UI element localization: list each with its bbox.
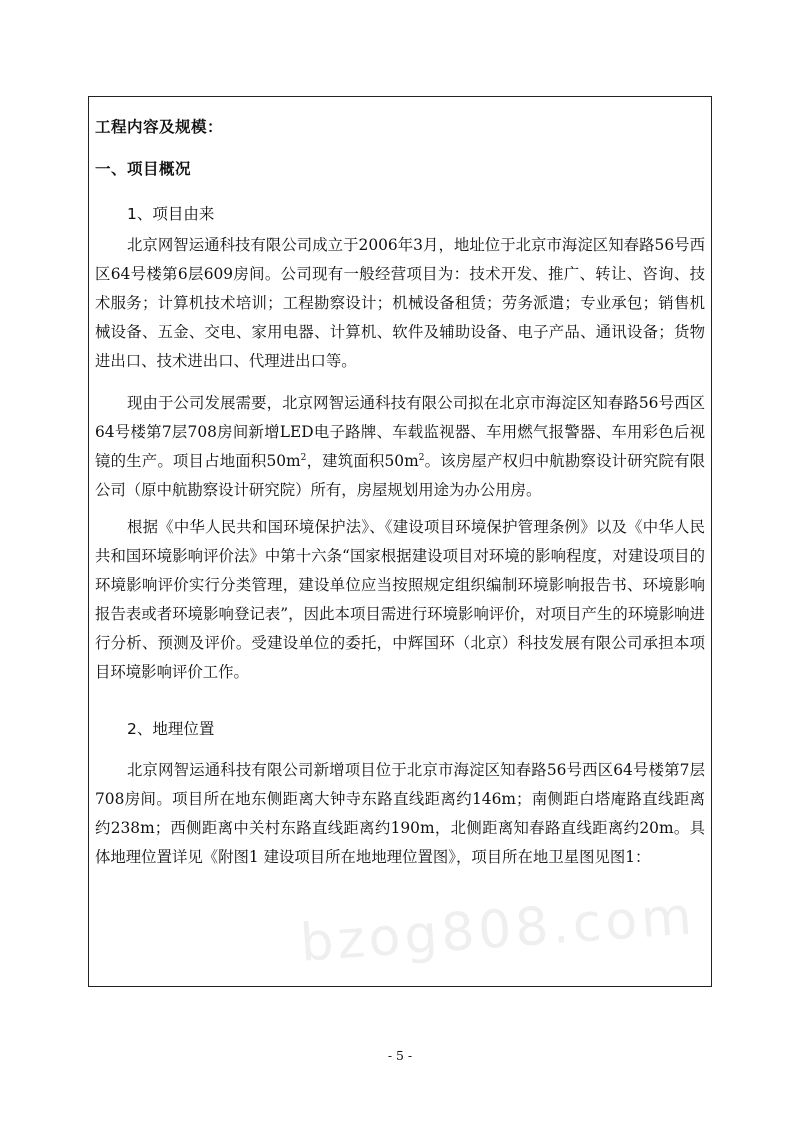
content-frame	[88, 96, 712, 987]
subheading-geo: 2、地理位置	[127, 720, 215, 738]
paragraph-project-need-part3: 。该房屋产权归中航勘察设计研究院有限公司（原中航勘察设计研究院）所有，房屋规划用途为办公用房。	[95, 452, 705, 499]
paragraph-legal-basis: 根据《中华人民共和国环境保护法》、《建设项目环境保护管理条例》以及《中华人民共和国环境影响评价法》中第十六条“国家根据建设项目对环境的影响程度，对建设项目的环境影响评价实行分类管理，建设单位应当按照规定组织编制环境影响报告书、环境影响报告表或者环境影响登记表”，因此本项目需进行环境影响评价，对项目产生的环境影响进行分析、预测及评价。受建设单位的委托，中辉国环（北京）科技发展有限公司承担本项目环境影响评价工作。	[95, 518, 705, 681]
superscript-area-1: 2	[300, 452, 307, 463]
subheading-origin: 1、项目由来	[127, 205, 215, 223]
paragraph-location: 北京网智运通科技有限公司新增项目位于北京市海淀区知春路56号西区64号楼第7层708房间。项目所在地东侧距离大钟寺东路直线距离约146m；南侧距白塔庵路直线距离约238m；西侧距离中关村东路直线距离约190m，北侧距离知春路直线距离约20m。具体地理位置详见《附图1 建设项目所在地地理位置图》，项目所在地卫星图见图1：	[95, 761, 705, 866]
paragraph-project-need	[95, 389, 705, 505]
paragraph-project-need-part1: 现由于公司发展需要，北京网智运通科技有限公司拟在北京市海淀区知春路56号西区64号楼第7层708房间新增LED电子路牌、车载监视器、车用燃气报警器、车用彩色后视镜的生产。项目占地面积50m	[95, 394, 705, 470]
heading-overview: 一、项目概况	[95, 160, 192, 178]
watermark-text: bzog808.com	[298, 886, 698, 974]
page-number: - 5 -	[387, 1048, 413, 1063]
paragraph-project-need-part2: ，建筑面积50m	[306, 452, 419, 470]
paragraph-company-intro: 北京网智运通科技有限公司成立于2006年3月，地址位于北京市海淀区知春路56号西区64号楼第6层609房间。公司现有一般经营项目为：技术开发、推广、转让、咨询、技术服务；计算机技术培训；工程勘察设计；机械设备租赁；劳务派遣；专业承包；销售机械设备、五金、交电、家用电器、计算机、软件及辅助设备、电子产品、通讯设备；货物进出口、技术进出口、代理进出口等。	[95, 236, 705, 370]
heading-scope: 工程内容及规模：	[95, 118, 224, 136]
superscript-area-2: 2	[418, 452, 425, 463]
